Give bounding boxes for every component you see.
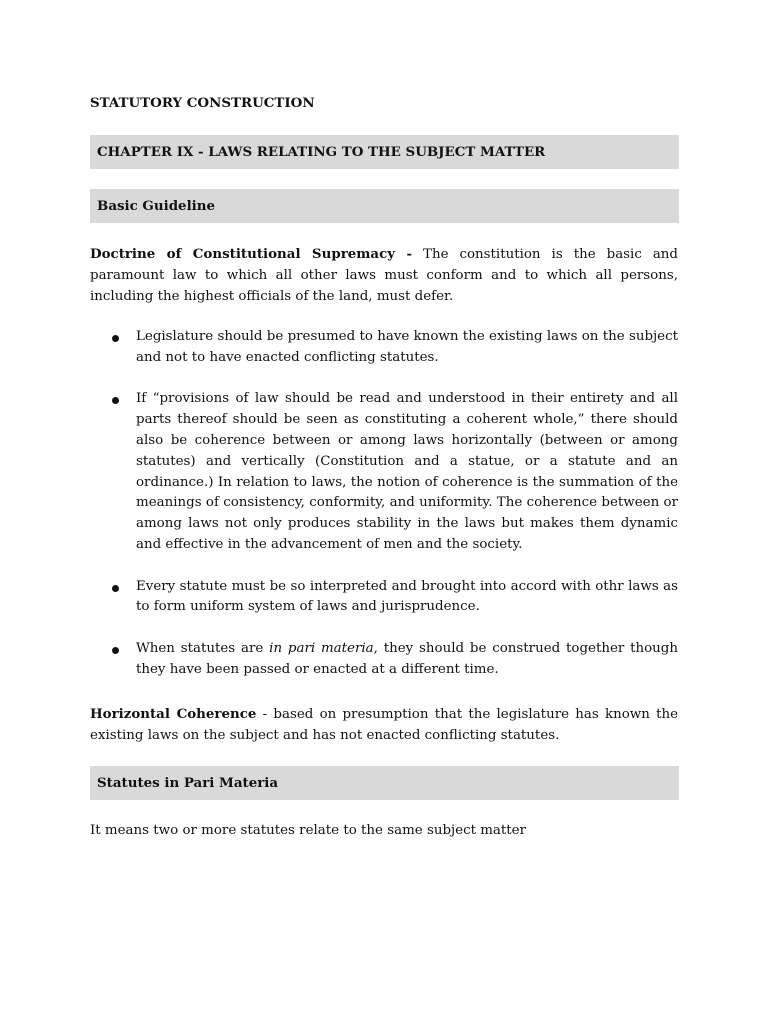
list-item	[90, 327, 678, 369]
guideline-bullet-list	[90, 327, 678, 701]
pari-materia-paragraph: It means two or more statutes relate to the same subject matter	[90, 823, 527, 838]
horizontal-coherence-term: Horizontal Coherence	[90, 706, 257, 722]
bullet-icon	[112, 335, 119, 342]
bullet-text-post: , they should be construed together though they have been passed or enacted at a different time.	[136, 640, 679, 677]
doctrine-text: The constitution is the basic and paramount law to which all other laws must conform and to which all persons, including the highest officials of the land, must defer.	[90, 247, 678, 304]
doctrine-term: Doctrine of Constitutional Supremacy -	[90, 246, 413, 262]
bullet-icon	[112, 585, 119, 592]
doctrine-paragraph	[90, 244, 678, 307]
horizontal-coherence-text: - based on presumption that the legislature has known the existing laws on the subject and has not enacted conflicting statutes.	[90, 707, 679, 743]
horizontal-coherence-paragraph	[90, 704, 678, 747]
bullet-text: Legislature should be presumed to have known the existing laws on the subject and not to have enacted conflicting statutes.	[136, 329, 678, 365]
document-title: STATUTORY CONSTRUCTION	[90, 95, 315, 111]
chapter-heading: CHAPTER IX - LAWS RELATING TO THE SUBJECT MATTER	[90, 135, 679, 169]
bullet-text-pre: When statutes are	[136, 640, 270, 656]
bullet-text-italic: in pari materia	[269, 640, 374, 656]
section-heading-statutes-pari-materia: Statutes in Pari Materia	[90, 766, 679, 800]
bullet-icon	[112, 647, 119, 654]
list-item	[90, 639, 678, 681]
list-item	[90, 389, 678, 555]
section-heading-basic-guideline: Basic Guideline	[90, 189, 679, 223]
list-item	[90, 577, 678, 619]
bullet-text: If “provisions of law should be read and understood in their entirety and all parts thereof should be seen as constituting a coherent whole,” there should also be coherence between or among laws horizontally (between or among statutes) and vertically (Constitution and a statue, or a statute and an ordinance.) In relation to laws, the notion of coherence is the summation of the meanings of consistency, conformity, and uniformity. The coherence between or among laws not only produces stability in the laws but makes them dynamic and effective in the advancement of men and the society.	[136, 391, 678, 552]
bullet-text: Every statute must be so interpreted and brought into accord with othr laws as to form uniform system of laws and jurisprudence.	[136, 578, 678, 615]
bullet-icon	[112, 397, 119, 404]
